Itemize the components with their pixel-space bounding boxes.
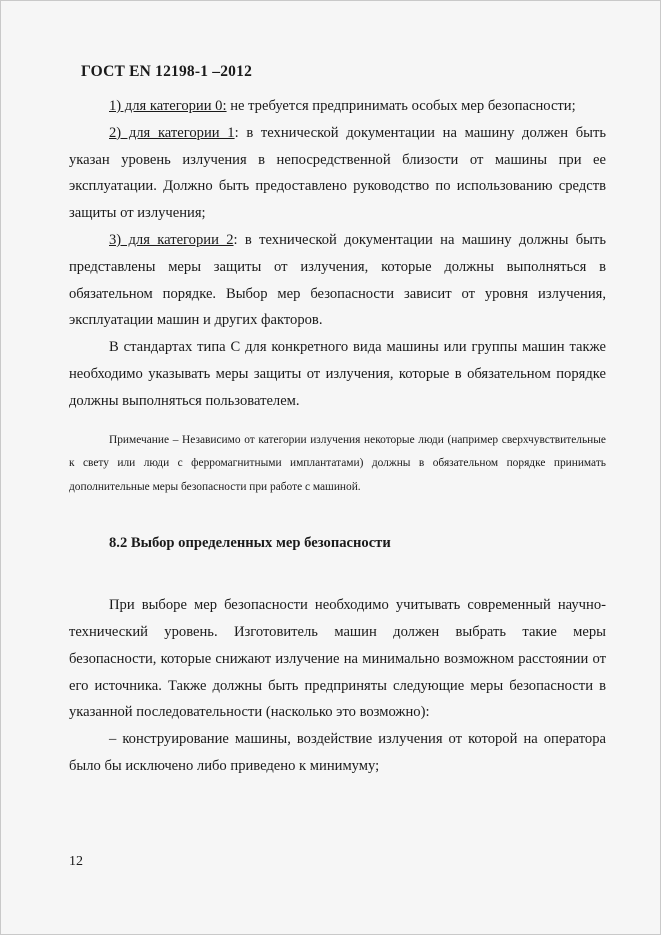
category-1-text: : в технической документации на машину должен быть указан уровень излучения в непосредственной близости от машины при ее эксплуатации. Должно быть предоставлено руководство по использованию средств защиты от излучения; — [69, 124, 606, 222]
type-c-paragraph: В стандартах типа С для конкретного вида машины или группы машин также необходимо указывать меры защиты от излучения, которые в обязательном порядке должны выполняться пользователем. — [69, 339, 606, 409]
section-title: 8.2 Выбор определенных мер безопасности — [109, 535, 391, 552]
category-2-text: : в технической документации на машину должны быть представлены меры защиты от излучения, которые должны выполняться в обязательном порядке. Выбор мер безопасности зависит от уровня излучения, эксплуатации машин и других факторов. — [69, 231, 607, 329]
category-1-label: 2) для категории 1 — [109, 124, 235, 141]
main-text — [69, 93, 606, 780]
standard-header: ГОСТ EN 12198-1 –2012 — [81, 63, 253, 80]
category-0-item — [69, 93, 606, 120]
category-1-item — [69, 120, 606, 227]
note: Примечание – Независимо от категории излучения некоторые люди (например сверхчувствительные к свету или люди с ферромагнитными имплантатами) должны в обязательном порядке принимать дополнительные меры безопасности при работе с машиной. — [69, 433, 606, 493]
category-2-label: 3) для категории 2 — [109, 231, 234, 248]
measure-list-item: – конструирование машины, воздействие излучения от которой на оператора было бы исключено либо приведено к минимуму; — [69, 731, 606, 774]
section-paragraph: При выборе мер безопасности необходимо учитывать современный научно-технический уровень. Изготовитель машин должен выбрать такие меры безопасности, которые снижают излучение на минимально возможном расстоянии от его источника. Также должны быть предприняты следующие меры безопасности в указанной последовательности (насколько это возможно): — [69, 597, 606, 721]
page-number: 12 — [69, 854, 83, 869]
category-0-label: 1) для категории 0: — [109, 98, 227, 114]
category-0-text: не требуется предпринимать особых мер безопасности; — [226, 98, 576, 114]
category-2-item — [69, 227, 606, 334]
